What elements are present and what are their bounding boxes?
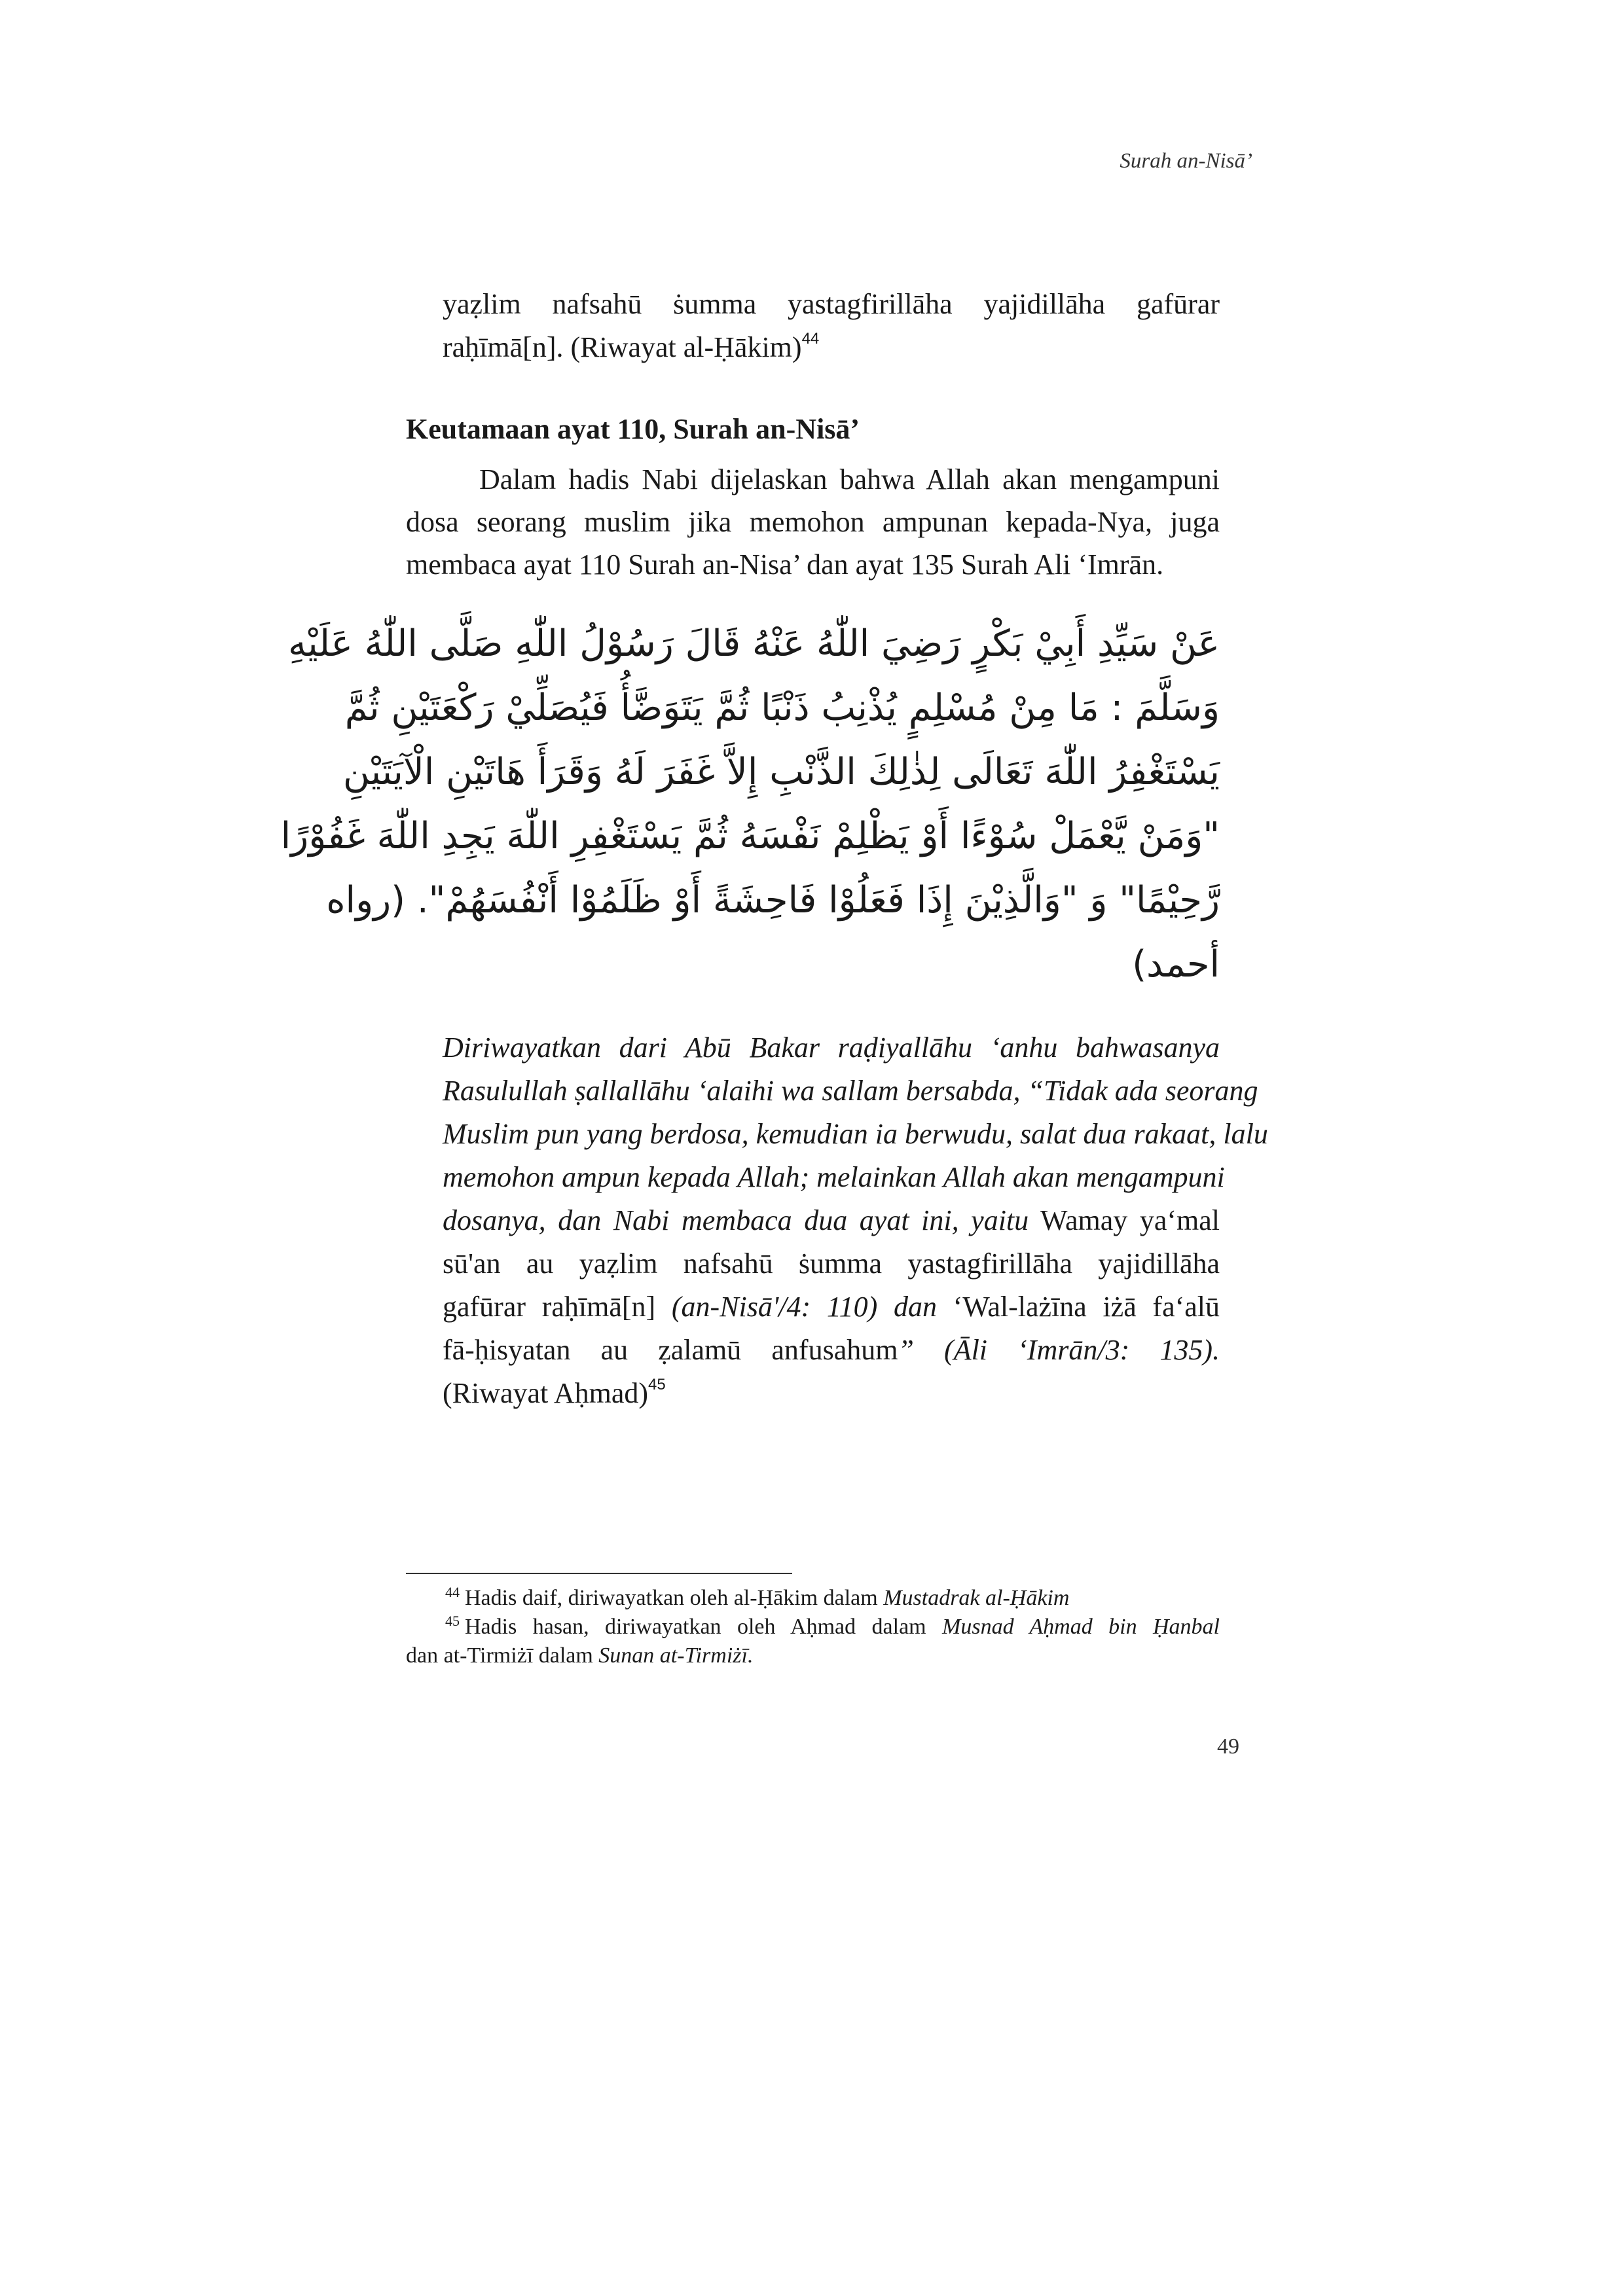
continuation-line-2 [443, 331, 819, 363]
translation-line-2: Rasulullah ṣallallāhu ‘alaihi wa sallam bersabda, “Tidak ada seorang [443, 1075, 1258, 1107]
translation-line-9 [443, 1372, 1220, 1415]
running-head: Surah an-Nisā’ [1120, 149, 1252, 173]
translation-line-4: memohon ampun kepada Allah; melainkan Allah akan mengampuni [443, 1161, 1225, 1193]
footnote-44-text: Hadis daif, diriwayatkan oleh al-Ḥākim dalam [465, 1586, 878, 1610]
translation-line-8 [443, 1329, 1220, 1372]
continuation-paragraph [443, 283, 1220, 369]
arabic-line-3: يَسْتَغْفِرُ اللّٰهَ تَعَالَى لِذٰلِكَ الذَّنْبِ إِلاَّ غَفَرَ لَهُ وَقَرَأَ هَاتَيْنِ الْآيَتَيْنِ [342, 751, 1220, 793]
translation-line-7-roman: gafūrar raḥīmā[n] [443, 1291, 656, 1323]
arabic-line-6: أحمد) [1132, 943, 1220, 986]
arabic-hadith-text [280, 612, 1220, 997]
footnote-45 [406, 1613, 1220, 1641]
footnote-44-source: Mustadrak al-Ḥākim [883, 1586, 1070, 1610]
footnote-44-number: 44 [445, 1584, 460, 1600]
translation-line-8-roman: fā-ḥisyatan au ẓalamū anfusahum [443, 1334, 898, 1366]
continuation-line-1: yaẓlim nafsahū ṡumma yastagfirillāha yajidillāha gafūrar [443, 288, 1220, 320]
arabic-line-1: عَنْ سَيِّدِ أَبِيْ بَكْرٍ رَضِيَ اللّٰهُ عَنْهُ قَالَ رَسُوْلُ اللّٰهِ صَلَّى اللّٰهُ عَلَيْهِ [288, 622, 1220, 665]
arabic-line-5: رَّحِيْمًا" وَ "وَالَّذِيْنَ إِذَا فَعَلُوْا فَاحِشَةً أَوْ ظَلَمُوْا أَنْفُسَهُمْ". (رواه [326, 879, 1220, 922]
translation-line-3: Muslim pun yang berdosa, kemudian ia berwudu, salat dua rakaat, lalu [443, 1118, 1268, 1150]
translation-line-5-roman: Wamay ya‘mal [1040, 1204, 1220, 1236]
translation-line-7-italic: (an-Nisā'/4: 110) dan [671, 1291, 937, 1323]
translation-line-8-italic: ” (Āli ‘Imrān/3: 135). [898, 1334, 1220, 1366]
translation-paragraph [443, 1026, 1268, 1415]
footnote-ref-45[interactable]: 45 [648, 1376, 666, 1393]
translation-line-6: sū'an au yaẓlim nafsahū ṡumma yastagfirillāha yajidillāha [443, 1247, 1220, 1280]
continuation-line-2-text: raḥīmā[n]. (Riwayat al-Ḥākim) [443, 331, 802, 363]
translation-line-9-text: (Riwayat Aḥmad) [443, 1377, 649, 1409]
footnote-45-text: Hadis hasan, diriwayatkan oleh Aḥmad dalam [465, 1615, 926, 1639]
footnote-44 [406, 1584, 1220, 1613]
intro-paragraph [406, 458, 1220, 586]
footnote-45-source: Musnad Aḥmad bin Ḥanbal [942, 1615, 1220, 1639]
translation-line-5-italic: dosanya, dan Nabi membaca dua ayat ini, yaitu [443, 1204, 1029, 1236]
translation-line-1: Diriwayatkan dari Abū Bakar raḍiyallāhu ‘anhu bahwasanya [443, 1031, 1220, 1064]
translation-line-5 [443, 1199, 1220, 1242]
translation-line-7-roman-2: ‘Wal-lażīna iżā fa‘alū [953, 1291, 1220, 1323]
footnote-separator [406, 1573, 792, 1574]
footnote-45-text-2: dan at-Tirmiżī dalam [406, 1643, 593, 1668]
section-heading: Keutamaan ayat 110, Surah an-Nisā’ [406, 413, 860, 445]
footnotes [406, 1584, 1220, 1670]
footnote-45-source-2: Sunan at-Tirmiżī. [598, 1643, 754, 1668]
footnote-45-number: 45 [445, 1613, 460, 1629]
intro-line-3: membaca ayat 110 Surah an-Nisa’ dan ayat 135 Surah Ali ‘Imrān. [406, 548, 1164, 581]
arabic-line-4: "وَمَنْ يَّعْمَلْ سُوْءًا أَوْ يَظْلِمْ نَفْسَهُ ثُمَّ يَسْتَغْفِرِ اللّٰهَ يَجِدِ اللّٰهَ غَفُوْرًا [280, 815, 1220, 857]
footnote-ref-44[interactable]: 44 [801, 330, 820, 348]
intro-line-2: dosa seorang muslim jika memohon ampunan kepada-Nya, juga [406, 506, 1220, 538]
arabic-line-2: وَسَلَّمَ : مَا مِنْ مُسْلِمٍ يُذْنِبُ ذَنْبًا ثُمَّ يَتَوَضَّأُ فَيُصَلِّيْ رَكْعَتَيْنِ ثُمَّ [344, 687, 1220, 729]
footnote-45-continued [406, 1641, 1220, 1670]
intro-line-1: Dalam hadis Nabi dijelaskan bahwa Allah akan mengampuni [479, 463, 1220, 495]
translation-line-7 [443, 1285, 1220, 1329]
page-number: 49 [1217, 1734, 1239, 1759]
